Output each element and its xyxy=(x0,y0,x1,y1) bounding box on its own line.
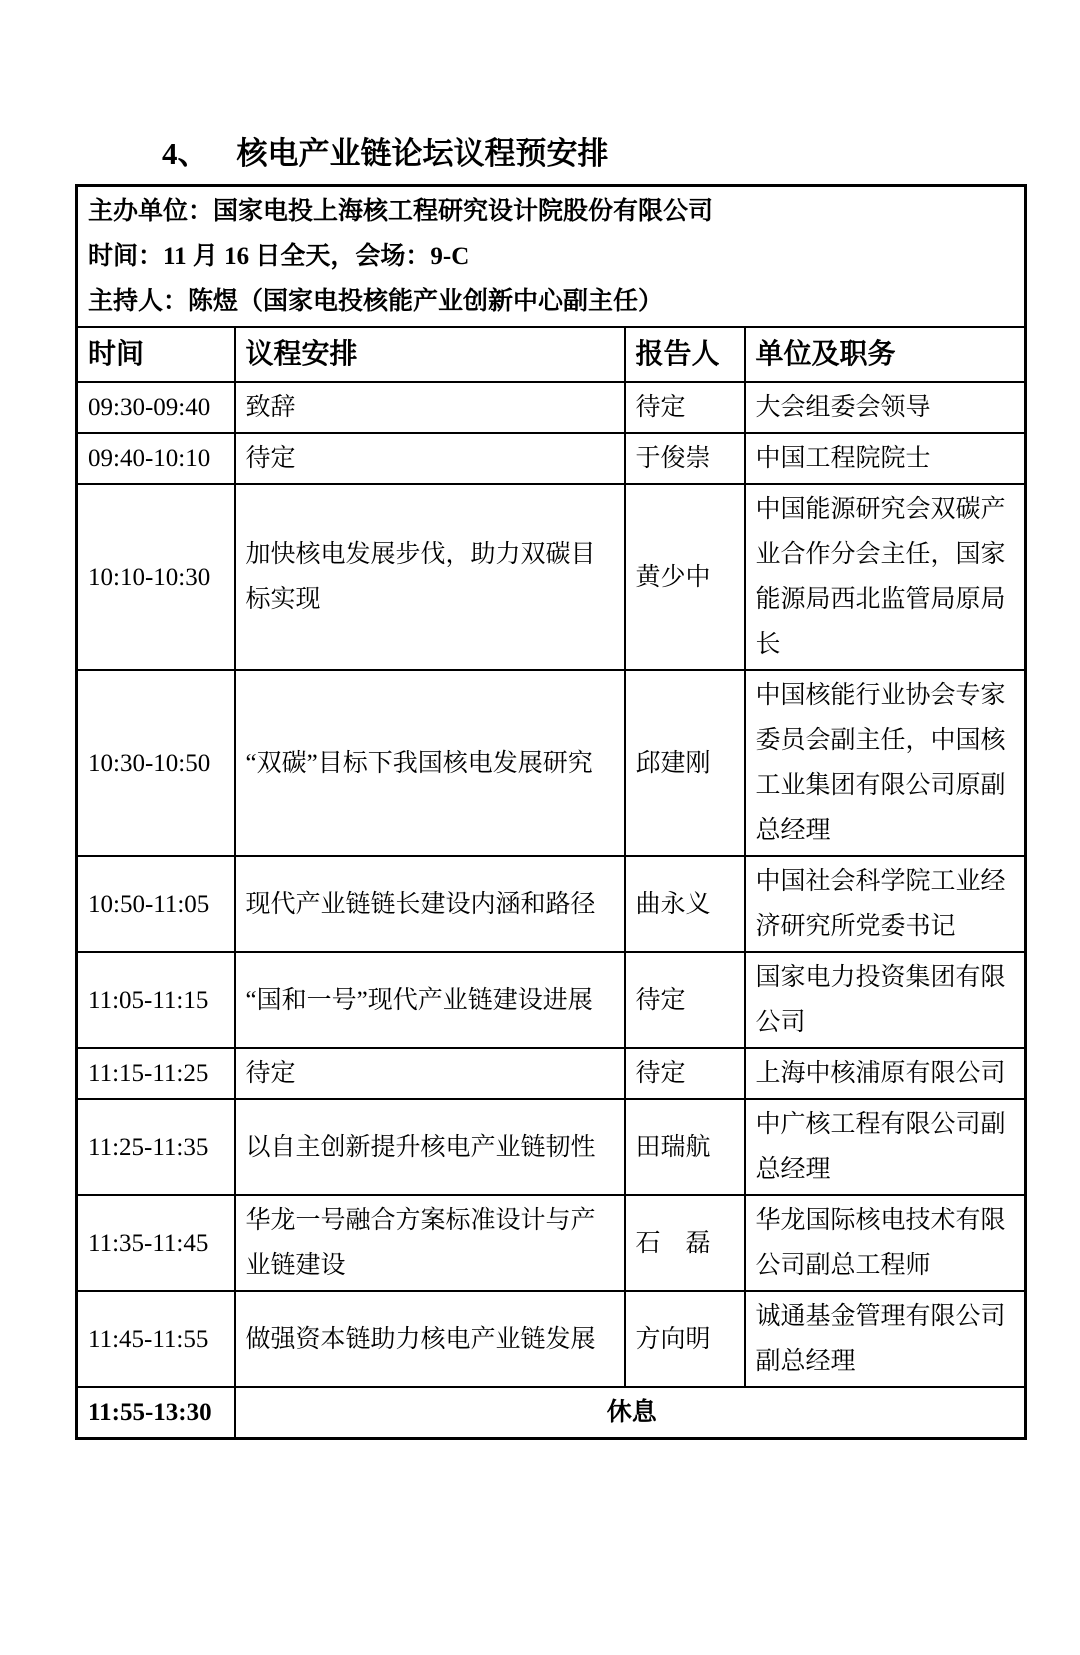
col-header-time: 时间 xyxy=(77,327,235,382)
page-title-number: 4、 xyxy=(162,136,209,171)
agenda-row xyxy=(77,382,1026,433)
agenda-cell: 做强资本链助力核电产业链发展 xyxy=(235,1291,625,1387)
col-header-org: 单位及职务 xyxy=(745,327,1026,382)
col-header-agenda: 议程安排 xyxy=(235,327,625,382)
speaker-cell: 待定 xyxy=(625,1048,745,1099)
info-row xyxy=(77,186,1026,328)
info-schedule: 时间：11 月 16 日全天，会场：9-C xyxy=(88,243,470,270)
agenda-cell: 以自主创新提升核电产业链韧性 xyxy=(235,1099,625,1195)
agenda-cell: 致辞 xyxy=(235,382,625,433)
time-cell: 11:35-11:45 xyxy=(77,1195,235,1291)
info-moderator: 主持人：陈煜（国家电投核能产业创新中心副主任） xyxy=(88,288,664,315)
time-cell: 11:15-11:25 xyxy=(77,1048,235,1099)
time-cell: 09:30-09:40 xyxy=(77,382,235,433)
org-cell: 中广核工程有限公司副总经理 xyxy=(745,1099,1026,1195)
agenda-cell: “国和一号”现代产业链建设进展 xyxy=(235,952,625,1048)
time-cell: 10:50-11:05 xyxy=(77,856,235,952)
agenda-row xyxy=(77,1291,1026,1387)
org-cell: 华龙国际核电技术有限公司副总工程师 xyxy=(745,1195,1026,1291)
page-title xyxy=(162,128,1080,173)
org-cell: 诚通基金管理有限公司副总经理 xyxy=(745,1291,1026,1387)
agenda-cell: 加快核电发展步伐，助力双碳目标实现 xyxy=(235,484,625,670)
time-cell: 11:05-11:15 xyxy=(77,952,235,1048)
agenda-cell: “双碳”目标下我国核电发展研究 xyxy=(235,670,625,856)
speaker-cell: 石 磊 xyxy=(625,1195,745,1291)
time-cell: 09:40-10:10 xyxy=(77,433,235,484)
speaker-cell: 待定 xyxy=(625,382,745,433)
header-row xyxy=(77,327,1026,382)
speaker-cell: 待定 xyxy=(625,952,745,1048)
org-cell: 上海中核浦原有限公司 xyxy=(745,1048,1026,1099)
org-cell: 国家电力投资集团有限公司 xyxy=(745,952,1026,1048)
time-cell: 10:30-10:50 xyxy=(77,670,235,856)
agenda-row xyxy=(77,670,1026,856)
info-host: 主办单位：国家电投上海核工程研究设计院股份有限公司 xyxy=(88,198,714,225)
agenda-cell: 华龙一号融合方案标准设计与产业链建设 xyxy=(235,1195,625,1291)
break-label: 休息 xyxy=(235,1387,1026,1439)
agenda-cell: 待定 xyxy=(235,433,625,484)
agenda-cell: 现代产业链链长建设内涵和路径 xyxy=(235,856,625,952)
time-cell: 11:25-11:35 xyxy=(77,1099,235,1195)
speaker-cell: 于俊崇 xyxy=(625,433,745,484)
col-header-speaker: 报告人 xyxy=(625,327,745,382)
agenda-row xyxy=(77,433,1026,484)
org-cell: 中国能源研究会双碳产业合作分会主任，国家能源局西北监管局原局长 xyxy=(745,484,1026,670)
agenda-row xyxy=(77,1099,1026,1195)
info-cell xyxy=(77,186,1026,328)
speaker-cell: 黄少中 xyxy=(625,484,745,670)
agenda-row xyxy=(77,1195,1026,1291)
agenda-row xyxy=(77,1048,1026,1099)
time-cell: 11:45-11:55 xyxy=(77,1291,235,1387)
break-time-cell: 11:55-13:30 xyxy=(77,1387,235,1439)
agenda-row xyxy=(77,856,1026,952)
org-cell: 大会组委会领导 xyxy=(745,382,1026,433)
agenda-row xyxy=(77,484,1026,670)
org-cell: 中国核能行业协会专家委员会副主任，中国核工业集团有限公司原副总经理 xyxy=(745,670,1026,856)
speaker-cell: 方向明 xyxy=(625,1291,745,1387)
page-title-text: 核电产业链论坛议程预安排 xyxy=(236,136,609,171)
break-row xyxy=(77,1387,1026,1439)
agenda-table xyxy=(75,184,1027,1440)
time-cell: 10:10-10:30 xyxy=(77,484,235,670)
agenda-cell: 待定 xyxy=(235,1048,625,1099)
org-cell: 中国工程院院士 xyxy=(745,433,1026,484)
speaker-cell: 邱建刚 xyxy=(625,670,745,856)
agenda-row xyxy=(77,952,1026,1048)
speaker-cell: 曲永义 xyxy=(625,856,745,952)
speaker-cell: 田瑞航 xyxy=(625,1099,745,1195)
org-cell: 中国社会科学院工业经济研究所党委书记 xyxy=(745,856,1026,952)
